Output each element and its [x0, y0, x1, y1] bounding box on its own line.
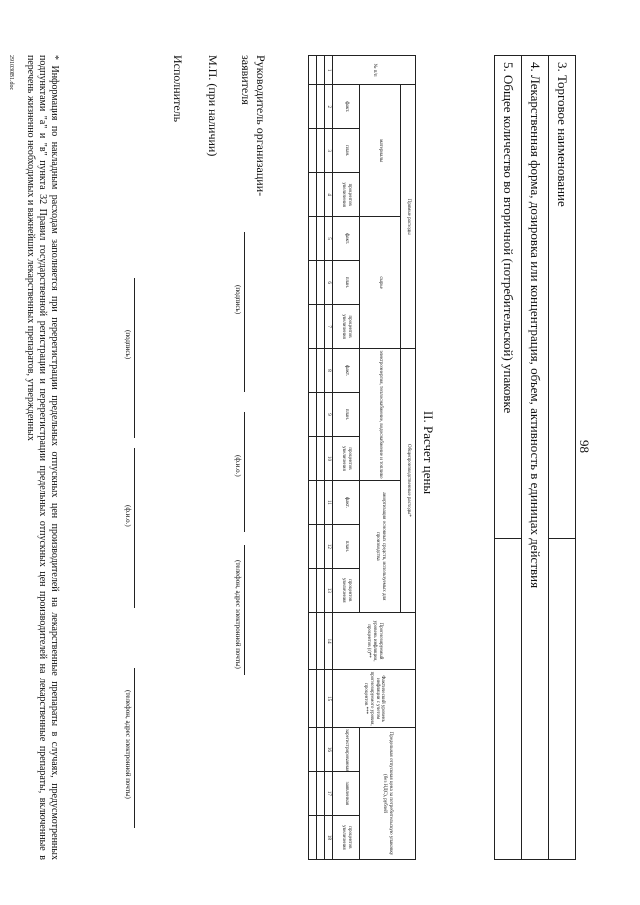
field-label: 5. Общее количество во вторичной (потребительской) упаковке: [495, 56, 522, 539]
table-cell[interactable]: [309, 771, 317, 815]
declared-header: заявленная: [333, 771, 360, 815]
table-cell[interactable]: [309, 261, 317, 305]
contact-caption: (телефон, адрес электронной почты): [234, 560, 242, 669]
field-row-quantity: [495, 56, 522, 860]
table-cell[interactable]: [309, 217, 317, 261]
table-row: [309, 56, 317, 860]
table-cell[interactable]: [309, 480, 317, 524]
head-signature-line[interactable]: [244, 232, 245, 392]
contact-caption: (телефон, адрес электронной почты): [124, 690, 132, 799]
column-number: 7: [325, 305, 333, 349]
table-cell[interactable]: [317, 612, 325, 670]
column-number: 13: [325, 568, 333, 612]
executor-label: Исполнитель: [171, 55, 185, 123]
table-cell[interactable]: [317, 56, 325, 85]
column-number: 9: [325, 393, 333, 437]
plan-header: план.: [333, 393, 360, 437]
field-value-trade-name[interactable]: [549, 539, 576, 860]
table-cell[interactable]: [317, 217, 325, 261]
table-row: [317, 56, 325, 860]
column-number: 3: [325, 129, 333, 173]
table-cell[interactable]: [309, 173, 317, 217]
depreciation-header: амортизация основных средств, используемых для производства: [360, 480, 401, 612]
table-cell[interactable]: [317, 305, 325, 349]
table-cell[interactable]: [309, 727, 317, 771]
signature-caption: (подпись): [234, 285, 242, 315]
column-number: 1: [325, 56, 333, 85]
table-cell[interactable]: [309, 568, 317, 612]
page-number: 98: [577, 440, 592, 453]
table-cell[interactable]: [309, 436, 317, 480]
section-title: II. Расчет цены: [421, 410, 436, 495]
table-cell[interactable]: [309, 305, 317, 349]
materials-header: материалы: [360, 85, 401, 217]
column-number: 5: [325, 217, 333, 261]
table-cell[interactable]: [309, 393, 317, 437]
table-cell[interactable]: [317, 480, 325, 524]
fact-header: факт.: [333, 85, 360, 129]
table-cell[interactable]: [317, 524, 325, 568]
fact-header: факт.: [333, 480, 360, 524]
forecast-inflation-header: Прогнозируемый уровень инфляции, процентов (r)**: [333, 612, 416, 670]
signature-caption: (подпись): [124, 330, 132, 360]
field-value-quantity[interactable]: [495, 539, 522, 860]
head-name-line[interactable]: [244, 412, 245, 532]
column-number: 12: [325, 524, 333, 568]
mp-label: М.П. (при наличии): [206, 55, 220, 157]
table-cell[interactable]: [317, 173, 325, 217]
table-cell[interactable]: [309, 815, 317, 859]
pct-header: процентов увеличения: [333, 305, 360, 349]
column-number: 10: [325, 436, 333, 480]
table-cell[interactable]: [317, 129, 325, 173]
direct-costs-header: Прямые расходы: [401, 85, 416, 349]
table-cell[interactable]: [309, 56, 317, 85]
table-cell[interactable]: [309, 524, 317, 568]
registered-header: зарегистрированная: [333, 727, 360, 771]
plan-header: план.: [333, 524, 360, 568]
footnote: * Информация по накладным расходам заполняется при перерегистрации предельных отпускных цен производителей на лекарственные препараты в случаях, предусмотренных подпунктами "а" и "в" пункта 32 Правил государственной регистрации и перерегистрации предельных отпускных цен производителей на лекарственные препараты, включенные в перечень жизненно необходимых и важнейших лекарственных препаратов, утвержденных: [25, 55, 60, 860]
file-name: 291030B1.doc: [8, 55, 14, 91]
field-label: 3. Торговое наименование: [549, 56, 576, 539]
pct-header: процентов увеличения: [333, 173, 360, 217]
table-cell[interactable]: [309, 670, 317, 728]
pct-header: процентов увеличения: [333, 815, 360, 859]
table-cell[interactable]: [317, 568, 325, 612]
energy-header: электроэнергия, теплоснабжение, водоснабжение и топливо: [360, 349, 401, 481]
col-number-header: № п/п: [333, 56, 416, 85]
executor-name-line[interactable]: [134, 448, 135, 608]
column-number: 18: [325, 815, 333, 859]
table-cell[interactable]: [317, 727, 325, 771]
table-cell[interactable]: [317, 349, 325, 393]
column-number: 4: [325, 173, 333, 217]
table-cell[interactable]: [317, 436, 325, 480]
product-fields-table: [494, 55, 576, 860]
plan-header: план.: [333, 261, 360, 305]
fact-header: факт.: [333, 217, 360, 261]
overhead-header: Общепроизводственные расходы*: [401, 349, 416, 613]
fact-header: факт.: [333, 349, 360, 393]
column-number: 11: [325, 480, 333, 524]
column-number: 15: [325, 670, 333, 728]
executor-signature-line[interactable]: [134, 278, 135, 438]
max-price-header: Предельная отпускная цена за потребительскую упаковку (без НДС), рублей: [360, 727, 416, 859]
column-number: 6: [325, 261, 333, 305]
actual-inflation-header: Фактический уровень инфляции с учетом прогнозируемого уровня, процентов ***: [333, 670, 416, 728]
pct-header: процентов увеличения: [333, 568, 360, 612]
column-number: 8: [325, 349, 333, 393]
column-number-row: [325, 56, 333, 860]
table-cell[interactable]: [317, 815, 325, 859]
table-cell[interactable]: [317, 261, 325, 305]
column-number: 16: [325, 727, 333, 771]
table-cell[interactable]: [317, 670, 325, 728]
column-number: 17: [325, 771, 333, 815]
plan-header: план.: [333, 129, 360, 173]
table-cell[interactable]: [309, 349, 317, 393]
raw-header: сырье: [360, 217, 401, 349]
table-cell[interactable]: [309, 612, 317, 670]
price-calculation-table: [308, 55, 416, 860]
column-number: 2: [325, 85, 333, 129]
column-number: 14: [325, 612, 333, 670]
head-label: Руководитель организации-заявителя: [239, 55, 268, 197]
head-contact-line[interactable]: [244, 545, 245, 675]
pct-header: процентов увеличения: [333, 436, 360, 480]
name-caption: (ф.и.о.): [124, 505, 132, 527]
field-row-trade-name: [549, 56, 576, 860]
table-cell[interactable]: [317, 85, 325, 129]
table-cell[interactable]: [317, 771, 325, 815]
field-label: 4. Лекарственная форма, дозировка или концентрация, объем, активность в единицах действия: [522, 56, 549, 860]
executor-contact-line[interactable]: [134, 668, 135, 828]
table-cell[interactable]: [317, 393, 325, 437]
field-row-dosage-form: [522, 56, 549, 860]
table-cell[interactable]: [309, 85, 317, 129]
name-caption: (ф.и.о.): [234, 455, 242, 477]
table-cell[interactable]: [309, 129, 317, 173]
